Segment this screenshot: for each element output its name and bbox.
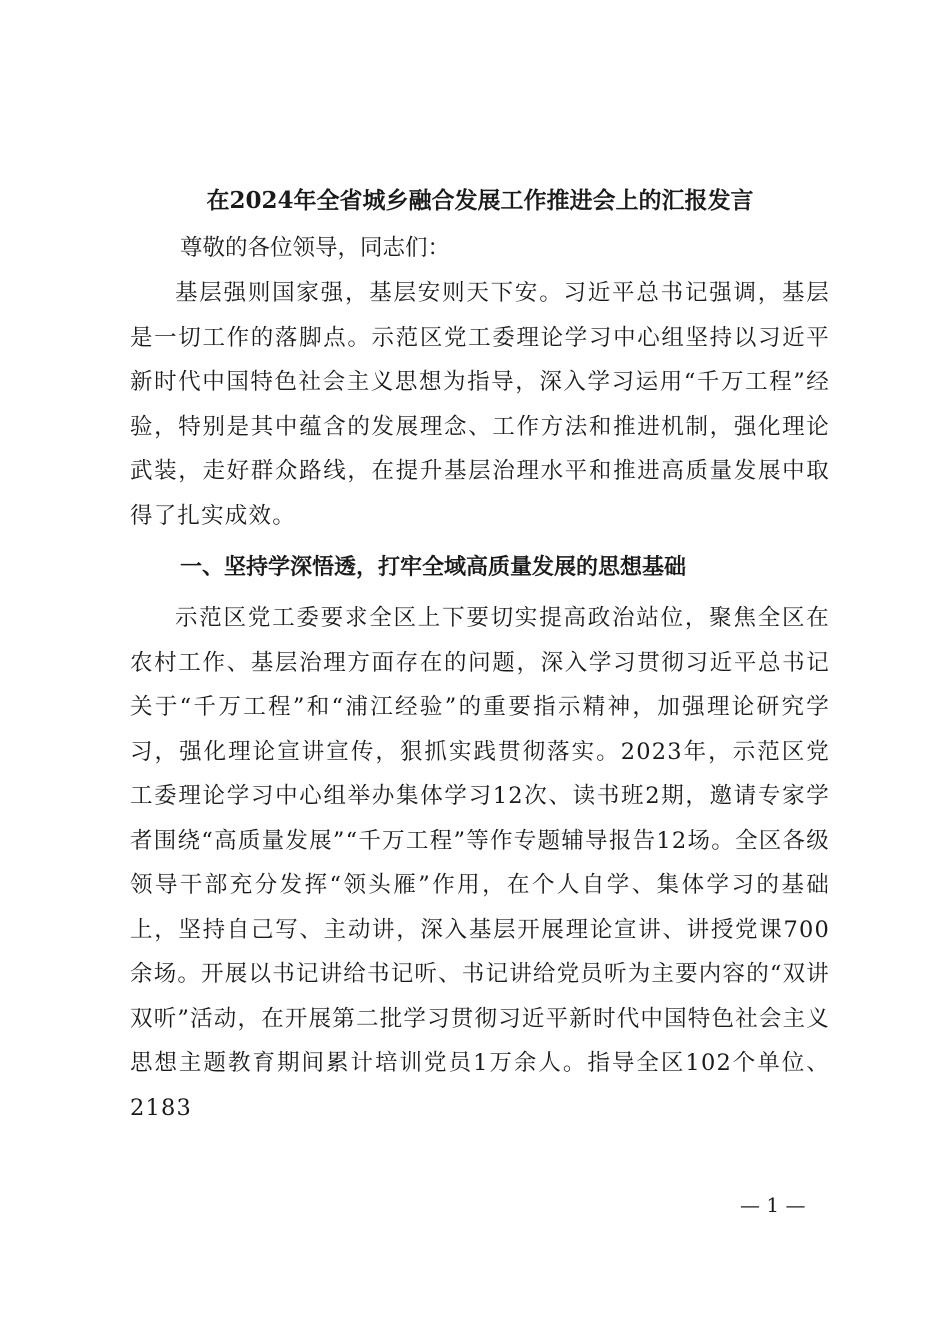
document-title: 在2024年全省城乡融合发展工作推进会上的汇报发言 xyxy=(206,187,754,214)
page-number: — 1 — xyxy=(740,1193,806,1217)
salutation: 尊敬的各位领导，同志们： xyxy=(180,235,451,261)
intro-paragraph: 基层强则国家强，基层安则天下安。习近平总书记强调，基层是一切工作的落脚点。示范区党工委理论学习中心组坚持以习近平新时代中国特色社会主义思想为指导，深入学习运用“千万工程”经验，特别是其中蕴含的发展理念、工作方法和推进机制，强化理论武装，走好群众路线，在提升基层治理水平和推进高质量发展中取得了扎实成效。 xyxy=(130,280,830,529)
section-1-body-paragraph: 示范区党工委要求全区上下要切实提高政治站位，聚焦全区在农村工作、基层治理方面存在的问题，深入学习贯彻习近平总书记关于“千万工程”和“浦江经验”的重要指示精神，加强理论研究学习，强化理论宣讲宣传，狠抓实践贯彻落实。2023年，示范区党工委理论学习中心组举办集体学习12次、读书班2期，邀请专家学者围绕“高质量发展”“千万工程”等作专题辅导报告12场。全区各级领导干部充分发挥“领头雁”作用，在个人自学、集体学习的基础上，坚持自己写、主动讲，深入基层开展理论宣讲、讲授党课700余场。开展以书记讲给书记听、书记讲给党员听为主要内容的“双讲双听”活动，在开展第二批学习贯彻习近平新时代中国特色社会主义思想主题教育期间累计培训党员1万余人。指导全区102个单位、2183 xyxy=(130,605,831,1121)
section-heading-1: 一、坚持学深悟透，打牢全域高质量发展的思想基础 xyxy=(180,555,687,580)
